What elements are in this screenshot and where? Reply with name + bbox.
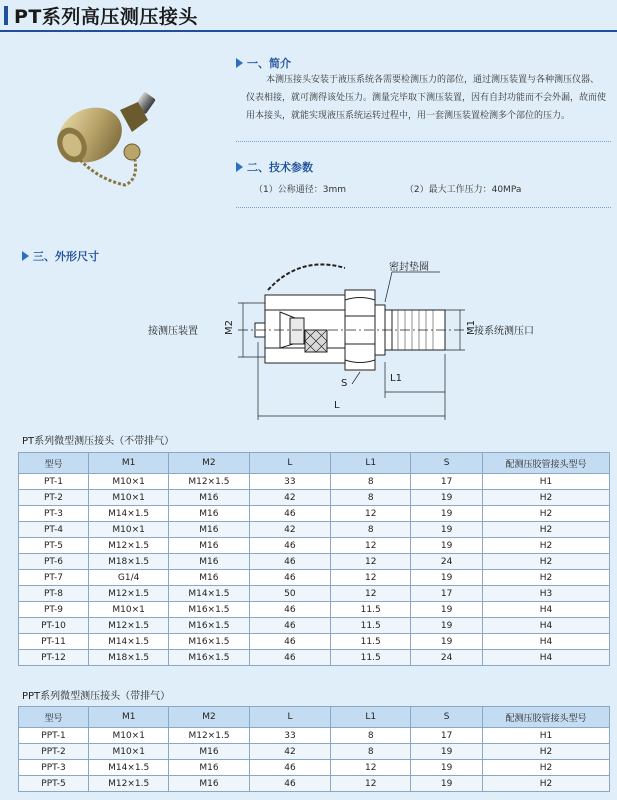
table-cell: PT-4 — [19, 522, 89, 538]
table-cell: 8 — [331, 744, 411, 760]
table1-caption: PT系列微型测压接头（不带排气） — [22, 436, 175, 447]
section-specs-heading: 二、技术参数 — [236, 159, 313, 175]
table-cell: 19 — [411, 570, 483, 586]
table-row — [19, 602, 610, 618]
table-cell: H2 — [483, 554, 610, 570]
table-cell: 42 — [249, 522, 331, 538]
table-cell: 12 — [331, 586, 411, 602]
page-title: PT系列高压测压接头 — [14, 6, 198, 28]
table-cell: 33 — [249, 728, 331, 744]
table-cell: H2 — [483, 538, 610, 554]
section-intro-heading: 一、简介 — [236, 55, 291, 71]
table-row — [19, 744, 610, 760]
table-cell: M12×1.5 — [88, 586, 168, 602]
table-cell: 19 — [411, 634, 483, 650]
table-cell: 17 — [411, 474, 483, 490]
product-photo — [50, 80, 165, 195]
table-cell: 19 — [411, 760, 483, 776]
table-cell: 19 — [411, 522, 483, 538]
table-cell: M10×1 — [89, 744, 169, 760]
column-header: 型号 — [19, 707, 89, 728]
table-cell: PPT-2 — [19, 744, 89, 760]
table-cell: 46 — [249, 634, 331, 650]
table-cell: 12 — [331, 554, 411, 570]
table-cell: H4 — [483, 650, 610, 666]
table-cell: H2 — [483, 744, 610, 760]
table-cell: G1/4 — [88, 570, 168, 586]
table-cell: PT-10 — [19, 618, 89, 634]
table-cell: H2 — [483, 760, 610, 776]
table-cell: H1 — [483, 474, 610, 490]
table-cell: PT-12 — [19, 650, 89, 666]
table-cell: M16 — [169, 760, 249, 776]
column-header: 配测压胶管接头型号 — [483, 453, 610, 474]
table-cell: M16×1.5 — [169, 650, 249, 666]
table-header-row — [19, 707, 610, 728]
right-connection-label: 接系统测压口 — [474, 326, 534, 337]
table-cell: PT-2 — [19, 490, 89, 506]
table-cell: 11.5 — [331, 634, 411, 650]
table-cell: H2 — [483, 776, 610, 792]
table-cell: PPT-3 — [19, 760, 89, 776]
table-cell: PT-3 — [19, 506, 89, 522]
table-cell: 24 — [411, 650, 483, 666]
table-cell: 11.5 — [331, 650, 411, 666]
table-row — [19, 760, 610, 776]
table-cell: M16 — [169, 570, 249, 586]
table-row — [19, 538, 610, 554]
table-cell: M14×1.5 — [89, 760, 169, 776]
table-cell: M16 — [169, 776, 249, 792]
table-header-row — [19, 453, 610, 474]
divider — [236, 141, 611, 142]
column-header: L1 — [331, 707, 411, 728]
table-cell: 46 — [249, 776, 331, 792]
arrow-icon — [236, 58, 243, 68]
table-cell: M16×1.5 — [169, 618, 249, 634]
table-cell: 17 — [411, 728, 483, 744]
table-cell: 12 — [331, 760, 411, 776]
table-cell: M16×1.5 — [169, 602, 249, 618]
column-header: S — [411, 707, 483, 728]
table-cell: 42 — [249, 490, 331, 506]
table-cell: M10×1 — [89, 728, 169, 744]
table-row — [19, 474, 610, 490]
table-cell: 8 — [331, 490, 411, 506]
table-cell: H2 — [483, 522, 610, 538]
table-cell: H4 — [483, 618, 610, 634]
table-cell: M18×1.5 — [88, 650, 168, 666]
table-cell: M12×1.5 — [88, 538, 168, 554]
table-cell: PT-9 — [19, 602, 89, 618]
table-cell: 12 — [331, 538, 411, 554]
table-cell: H2 — [483, 506, 610, 522]
table-cell: 11.5 — [331, 618, 411, 634]
table-cell: PT-11 — [19, 634, 89, 650]
divider — [236, 207, 611, 208]
dim-s-label: S — [341, 378, 348, 389]
table-cell: M12×1.5 — [169, 474, 249, 490]
table-cell: 46 — [249, 760, 331, 776]
table-cell: 46 — [249, 650, 331, 666]
table-row — [19, 618, 610, 634]
table-cell: M12×1.5 — [88, 618, 168, 634]
table-cell: PT-5 — [19, 538, 89, 554]
table-cell: PT-8 — [19, 586, 89, 602]
table-cell: 19 — [411, 744, 483, 760]
table-cell: 42 — [249, 744, 331, 760]
dim-m2-label: M2 — [224, 320, 235, 335]
table-cell: 11.5 — [331, 602, 411, 618]
table-cell: H2 — [483, 570, 610, 586]
table-row — [19, 650, 610, 666]
table-row — [19, 554, 610, 570]
table-cell: M10×1 — [88, 602, 168, 618]
table-cell: M18×1.5 — [88, 554, 168, 570]
table-cell: 46 — [249, 570, 331, 586]
table-cell: 12 — [331, 776, 411, 792]
table-cell: M16 — [169, 506, 249, 522]
table-cell: 19 — [411, 538, 483, 554]
table-cell: PT-7 — [19, 570, 89, 586]
table-cell: PT-1 — [19, 474, 89, 490]
table-cell: M12×1.5 — [169, 728, 249, 744]
column-header: 配测压胶管接头型号 — [483, 707, 610, 728]
table-cell: H1 — [483, 728, 610, 744]
intro-paragraph: 本测压接头安装于液压系统各需要检测压力的部位，通过测压装置与各种测压仪器、仪表相接，就可测得该处压力。测量完毕取下测压装置，因有自封功能而不会外漏，故而使用本接头，就能实现液压系统运转过程中，用一套测压装置检测多个部位的压力。 — [246, 75, 607, 121]
column-header: L1 — [331, 453, 411, 474]
column-header: S — [411, 453, 483, 474]
table-cell: M16×1.5 — [169, 634, 249, 650]
dimension-drawing — [140, 250, 580, 425]
table-cell: M10×1 — [88, 490, 168, 506]
left-connection-label: 接测压装置 — [148, 326, 198, 337]
table-cell: 19 — [411, 490, 483, 506]
ppt-series-table — [18, 706, 610, 792]
table-row — [19, 490, 610, 506]
table-cell: M10×1 — [88, 522, 168, 538]
param-bore: （1）公称通径：3mm — [254, 185, 346, 195]
table-row — [19, 634, 610, 650]
table-cell: M16 — [169, 522, 249, 538]
seal-washer-label: 密封垫圈 — [389, 262, 429, 273]
table-cell: 8 — [331, 522, 411, 538]
column-header: L — [249, 453, 331, 474]
table-cell: 50 — [249, 586, 331, 602]
table-cell: M14×1.5 — [88, 506, 168, 522]
column-header: M1 — [88, 453, 168, 474]
param-max-pressure: （2）最大工作压力：40MPa — [404, 185, 522, 195]
column-header: L — [249, 707, 331, 728]
table-row — [19, 570, 610, 586]
table-cell: PT-6 — [19, 554, 89, 570]
table-cell: 19 — [411, 618, 483, 634]
table-cell: M16 — [169, 744, 249, 760]
table-cell: 12 — [331, 506, 411, 522]
table-cell: M16 — [169, 538, 249, 554]
column-header: M2 — [169, 707, 249, 728]
column-header: M2 — [169, 453, 249, 474]
column-header: 型号 — [19, 453, 89, 474]
dim-l-label: L — [334, 400, 340, 411]
table-cell: H2 — [483, 490, 610, 506]
table-cell: PPT-5 — [19, 776, 89, 792]
table-cell: 19 — [411, 506, 483, 522]
table-row — [19, 728, 610, 744]
table-row — [19, 522, 610, 538]
table-cell: PPT-1 — [19, 728, 89, 744]
title-accent-bar — [4, 6, 8, 25]
tech-params — [254, 182, 521, 195]
table-cell: 24 — [411, 554, 483, 570]
table-row — [19, 586, 610, 602]
table-cell: H3 — [483, 586, 610, 602]
table-row — [19, 506, 610, 522]
table2-caption: PPT系列微型测压接头（带排气） — [22, 691, 171, 702]
table-cell: H4 — [483, 602, 610, 618]
table-cell: 46 — [249, 618, 331, 634]
table-cell: 46 — [249, 602, 331, 618]
table-cell: 17 — [411, 586, 483, 602]
table-cell: 12 — [331, 570, 411, 586]
title-bar — [0, 0, 617, 30]
table-cell: 33 — [249, 474, 331, 490]
table-cell: M14×1.5 — [169, 586, 249, 602]
column-header: M1 — [89, 707, 169, 728]
table-cell: 19 — [411, 602, 483, 618]
table-cell: M14×1.5 — [88, 634, 168, 650]
table-cell: H4 — [483, 634, 610, 650]
dim-l1-label: L1 — [390, 373, 402, 384]
dim-m1-label: M1 — [466, 320, 477, 335]
table-cell: M16 — [169, 490, 249, 506]
title-underline — [0, 30, 617, 32]
table-cell: M10×1 — [88, 474, 168, 490]
table-cell: 19 — [411, 776, 483, 792]
table-cell: 46 — [249, 554, 331, 570]
table-cell: 46 — [249, 538, 331, 554]
arrow-icon — [22, 251, 29, 261]
table-cell: M16 — [169, 554, 249, 570]
section-dimensions-heading: 三、外形尺寸 — [22, 248, 99, 264]
table-cell: 8 — [331, 728, 411, 744]
table-cell: 46 — [249, 506, 331, 522]
table-cell: 8 — [331, 474, 411, 490]
table-cell: M12×1.5 — [89, 776, 169, 792]
arrow-icon — [236, 162, 243, 172]
pt-series-table — [18, 452, 610, 666]
table-row — [19, 776, 610, 792]
